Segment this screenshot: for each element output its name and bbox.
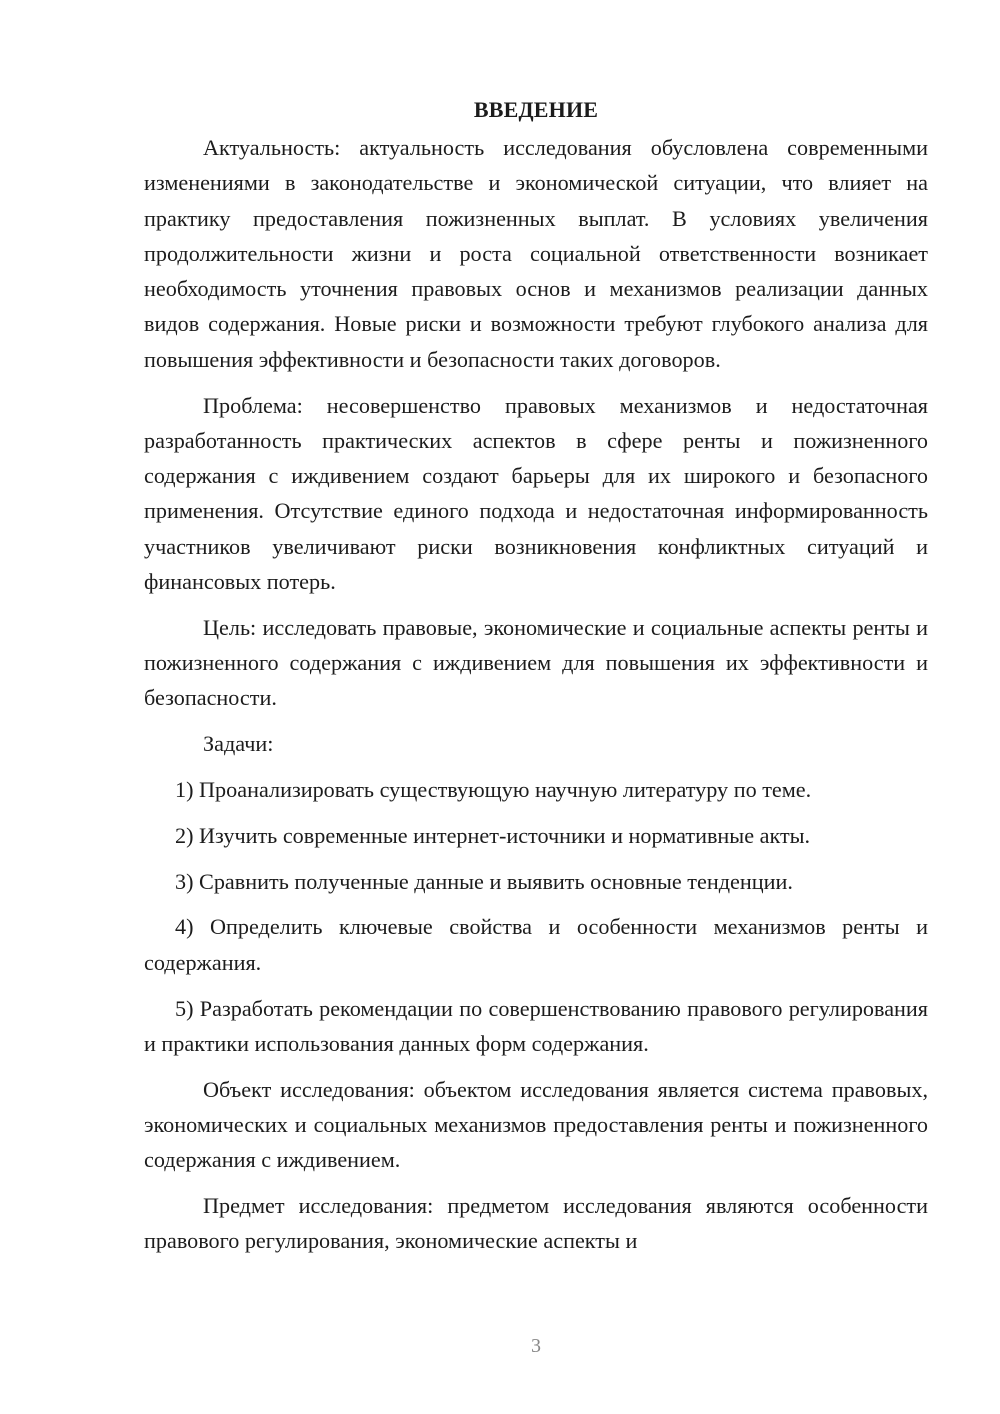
paragraph-relevance: Актуальность: актуальность исследования обусловлена современными изменениями в законодательстве и экономической ситуации, что влияет на практику предоставления пожизненных выплат. В условиях увеличения продолжительности жизни и роста социальной ответственности возникает необходимость уточнения правовых основ и механизмов реализации данных видов содержания. Новые риски и возможности требуют глубокого анализа для повышения эффективности и безопасности таких договоров. (144, 135, 928, 372)
task-item-3: 3) Сравнить полученные данные и выявить основные тенденции. (175, 868, 793, 894)
task-item-4: 4) Определить ключевые свойства и особенности механизмов ренты и содержания. (144, 914, 928, 975)
paragraph-subject: Предмет исследования: предметом исследования являются особенности правового регулирования, экономические аспекты и (144, 1193, 928, 1254)
page-number: 3 (531, 1335, 541, 1357)
section-title: ВВЕДЕНИЕ (473, 97, 599, 122)
page-content (144, 92, 928, 1269)
paragraph-object: Объект исследования: объектом исследования является система правовых, экономических и социальных механизмов предоставления ренты и пожизненного содержания с иждивением. (144, 1076, 928, 1173)
task-item-2: 2) Изучить современные интернет-источники и нормативные акты. (175, 822, 811, 848)
task-item-1: 1) Проанализировать существующую научную литературу по теме. (175, 777, 812, 803)
task-item-5: 5) Разработать рекомендации по совершенствованию правового регулирования и практики использования данных форм содержания. (144, 995, 928, 1056)
paragraph-tasks-heading: Задачи: (203, 731, 274, 757)
paragraph-problem: Проблема: несовершенство правовых механизмов и недостаточная разработанность практических аспектов в сфере ренты и пожизненного содержания с иждивением создают барьеры для их широкого и безопасного применения. Отсутствие единого подхода и недостаточная информированность участников увеличивают риски возникновения конфликтных ситуаций и финансовых потерь. (144, 392, 928, 595)
paragraph-goal: Цель: исследовать правовые, экономические и социальные аспекты ренты и пожизненного содержания с иждивением для повышения их эффективности и безопасности. (144, 614, 928, 711)
